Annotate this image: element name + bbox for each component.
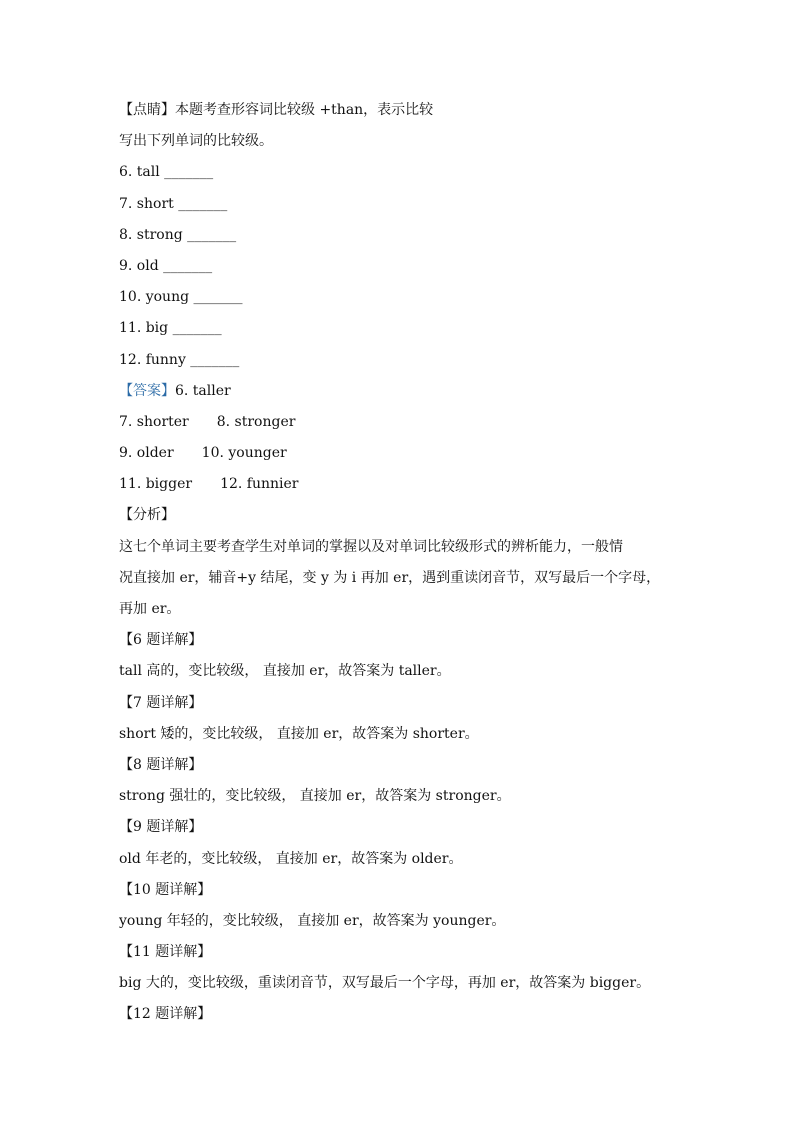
answer-12: 12. funnier	[220, 476, 299, 493]
analysis-text-line-1: 这七个单词主要考查学生对单词的掌握以及对单词比较级形式的辨析能力，一般情	[119, 538, 623, 555]
answer-row	[119, 474, 699, 494]
question-8: 8. strong _______	[119, 226, 237, 243]
detail-6-heading: 【6 题详解】	[119, 632, 203, 649]
detail-8-heading: 【8 题详解】	[119, 756, 203, 773]
question-6: 6. tall _______	[119, 164, 214, 181]
answer-11: 11. bigger	[119, 476, 193, 493]
answer-row	[119, 412, 699, 432]
detail-7-text: short 矮的，变比较级， 直接加 er，故答案为 shorter。	[119, 725, 479, 742]
detail-11-heading: 【11 题详解】	[119, 944, 212, 961]
detail-6-text: tall 高的，变比较级， 直接加 er，故答案为 taller。	[119, 663, 451, 680]
question-10: 10. young _______	[119, 289, 243, 306]
analysis-text-line-2: 况直接加 er，辅音+y 结尾，变 y 为 i 再加 er，遇到重读闭音节，双写最后一个字母，	[119, 569, 661, 586]
answer-tag: 【答案】	[119, 382, 175, 399]
answer-6: 6. taller	[175, 382, 231, 399]
answer-9: 9. older	[119, 445, 174, 462]
detail-9-heading: 【9 题详解】	[119, 819, 203, 836]
analysis-heading: 【分析】	[119, 507, 175, 524]
answer-7: 7. shorter	[119, 413, 189, 430]
question-11: 11. big _______	[119, 320, 222, 337]
question-12: 12. funny _______	[119, 351, 240, 368]
answer-row	[119, 443, 699, 463]
answer-line	[119, 381, 699, 401]
detail-10-text: young 年轻的，变比较级， 直接加 er，故答案为 younger。	[119, 912, 506, 929]
dianjing-note: 【点睛】本题考查形容词比较级 +than，表示比较	[119, 102, 434, 118]
document-content	[119, 100, 699, 1036]
question-9: 9. old _______	[119, 257, 213, 274]
detail-12-heading: 【12 题详解】	[119, 1006, 212, 1023]
instruction-text: 写出下列单词的比较级。	[119, 133, 273, 150]
detail-7-heading: 【7 题详解】	[119, 694, 203, 711]
question-7: 7. short _______	[119, 195, 228, 212]
detail-11-text: big 大的，变比较级，重读闭音节，双写最后一个字母，再加 er，故答案为 bigger。	[119, 975, 651, 992]
detail-9-text: old 年老的，变比较级， 直接加 er，故答案为 older。	[119, 850, 463, 867]
analysis-text-line-3: 再加 er。	[119, 601, 181, 617]
detail-10-heading: 【10 题详解】	[119, 881, 212, 898]
detail-8-text: strong 强壮的，变比较级， 直接加 er，故答案为 stronger。	[119, 788, 511, 805]
answer-10: 10. younger	[201, 445, 287, 462]
answer-8: 8. stronger	[216, 413, 296, 430]
